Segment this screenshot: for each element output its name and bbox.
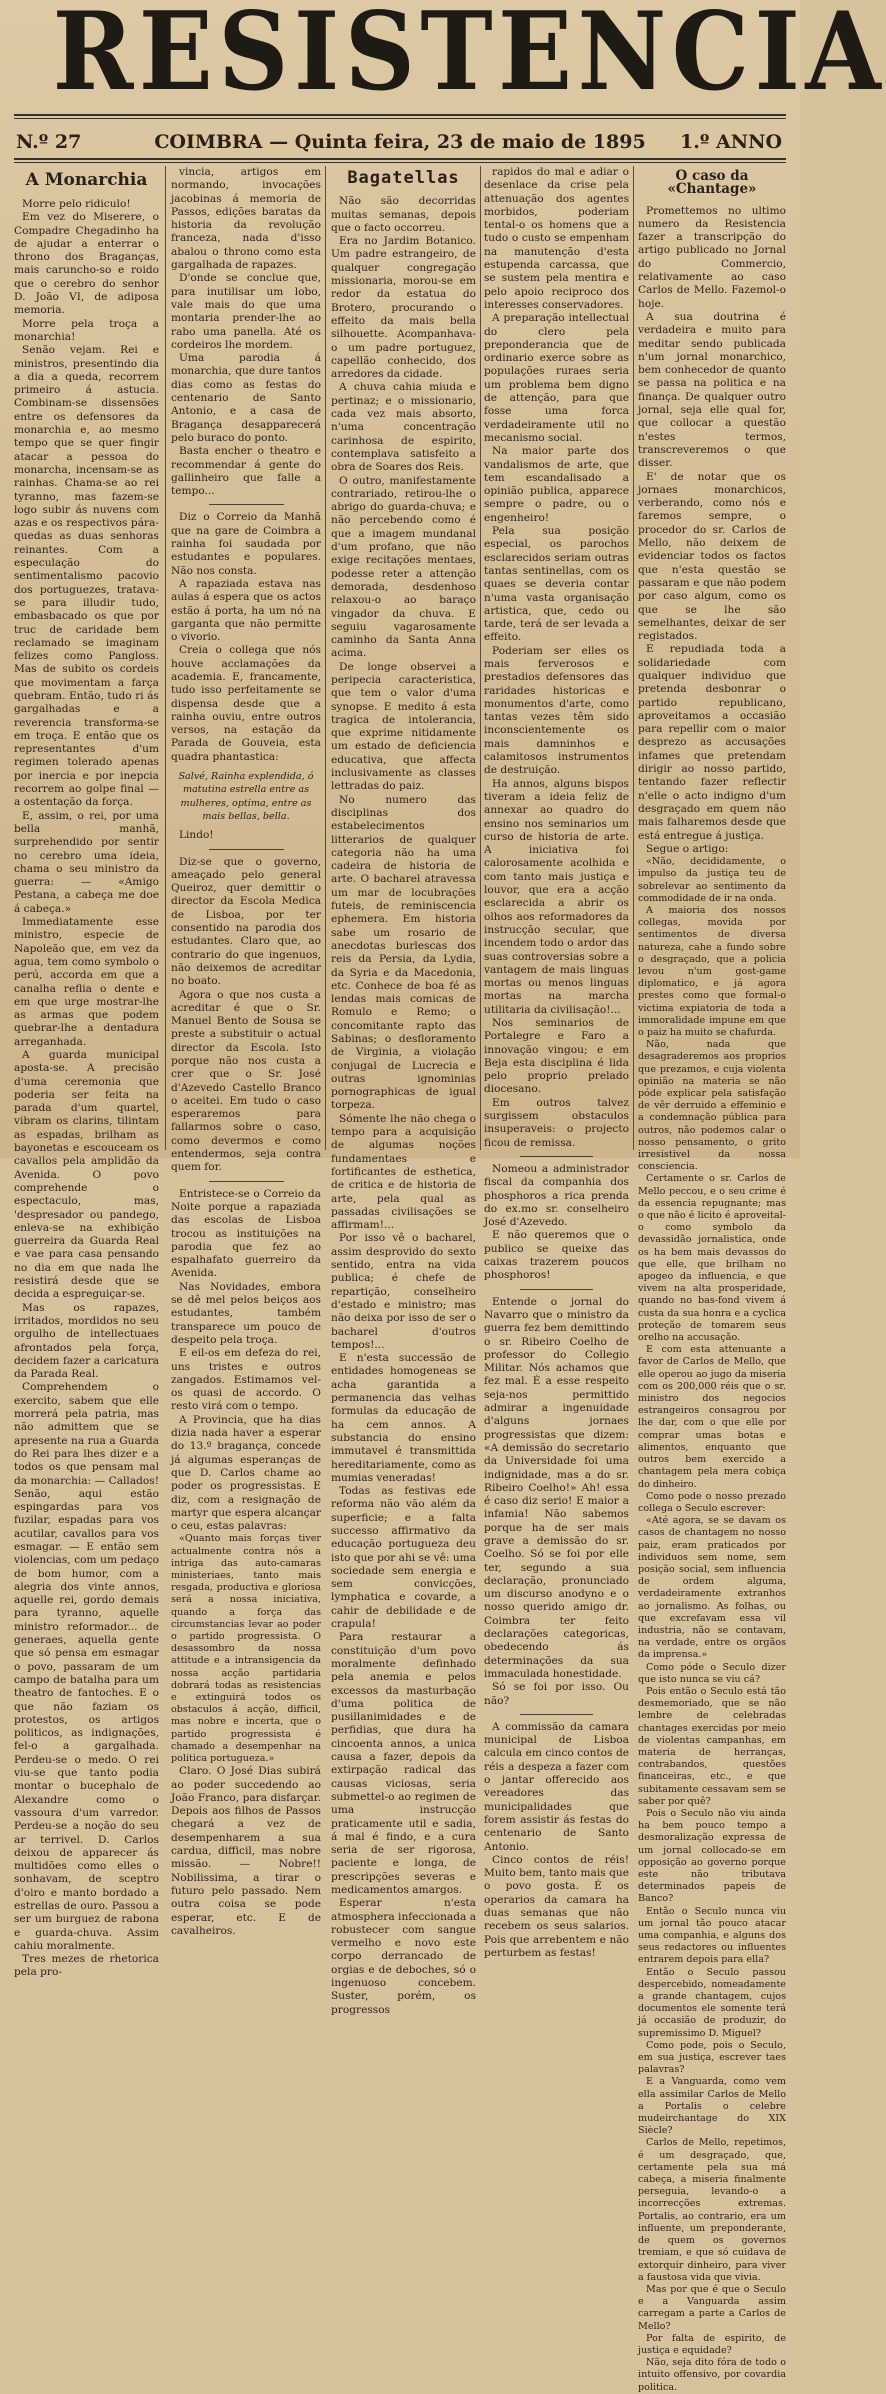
paragraph: Segue o artigo:: [646, 842, 729, 855]
paragraph: E n'esta successão de entidades homogeneas se acha garantida a permanencia das velhas formulas da educação de ha cem annos. A substancia do ensino immutavel é transmittida hereditariamente, como as mumias veneradas!: [331, 1352, 476, 1484]
paragraph: A sua doutrina é verdadeira e muito para meditar sendo publicada n'um jornal monarchico, bem conhecedor de quanto se passa na politica e na finança. De qualquer outro jornal, seja elle qual for, que collocar a questão n'estes termos, transcreveremos o que disser.: [638, 310, 786, 470]
paragraph: A Provincia, que ha dias dizia nada haver a esperar do 13.º bragança, concede já algumas esperanças de que D. Carlos chame ao poder os progressistas. E diz, com a resignação de martyr que espera alcançar o ceu, estas palavras:: [171, 1413, 321, 1533]
separator: [520, 1156, 593, 1157]
separator: [520, 1714, 593, 1715]
separator: [209, 1181, 284, 1182]
paragraph: Sómente lhe não chega o tempo para a acquisição de algumas noções fundamentaes e fortificantes de esthetica, de critica e de historia de arte, pela qual as passadas civilisações se affirmam!...: [331, 1112, 476, 1232]
column-divider: [633, 166, 634, 1150]
paragraph: Diz o Correio da Manhã que na gare de Coimbra a rainha foi saudada por estudantes e populares. Não nos consta.: [171, 511, 321, 577]
paragraph: Promettemos no ultimo numero da Resistencia fazer a transcripção do artigo publicado no Jornal do Commercio, relativamente ao caso Carlos de Mello. Fazemol-o hoje.: [638, 204, 786, 310]
paragraph: Não são decorridas muitas semanas, depois que o facto occorreu.: [331, 195, 476, 234]
newspaper-title: RESISTENCIA: [52, 0, 886, 115]
column-3: [331, 166, 477, 2016]
quoted-paragraph: Como póde o Seculo dizer que isto nunca se viu cá?: [638, 1661, 786, 1685]
dateline-rule-thin: [14, 162, 786, 163]
paragraph: Diz-se que o governo, ameaçado pelo general Queiroz, quer demittir o director da Escola Medica de Lisboa, por ter consentido na parodia dos estudantes. Claro que, ao contrario do que ingenuos, não deixemos de acreditar no boato.: [171, 855, 321, 988]
paragraph: De longe observei a peripecia caracteristica, que tem o valor d'uma synopse. E medito á esta tragica de intolerancia, que exprime nitidamente um estado de deficiencia educativa, que affecta inclusivamente as classes lettradas do paiz.: [331, 660, 476, 793]
separator: [520, 1289, 593, 1290]
paragraph: Agora o que nos custa a acreditar é que o Sr. Manuel Bento de Sousa se preste a substituir o actual director da Escola. Isto porque não nos custa a crer que o Sr. José d'Azevedo Castello Branco o aceitei. Em tudo o caso esperaremos para fallarmos sobre o caso, como devermos e como entendermos, seja contra quem for.: [171, 988, 321, 1174]
column-divider: [165, 166, 166, 1150]
paragraph: Por isso vê o bacharel, assim desprovido do sexto sentido, entra na vida publica; é chefe de repartição, conselheiro d'estado e ministro; mas não deixa por isso de ser o bacharel d'outros tempos!...: [331, 1232, 476, 1351]
paragraph: E repudiada toda a solidariedade com qualquer individuo que pretenda desbonrar o partido republicano, aproveitamos a occasião para repellir com o maior desprezo as accusações infames que pretendam dirigir ao nosso partido, tentando fazer reflectir n'elle o acto indigno d'um desgraçado em quem não mais falharemos desde que está entregue á justiça.: [638, 643, 786, 842]
paragraph: Nos seminarios de Portalegre e Faro a innovação vingou; e em Beja esta disciplina é lida pelo proprio prelado diocesano.: [484, 1017, 629, 1096]
paragraph: Cinco contos de réis! Muito bem, tanto mais que o povo gosta. É os operarios da camara ha duas semanas que não recebem os seus salarios. Pois que arrebentem e não perturbem as festas!: [484, 1853, 629, 1959]
paragraph: Comprehendem o exercito, sabem que elle morrerá pela patria, mas não admittem que se apresente na rua a Guarda do Rei para lhes dizer e a todos os que pensam mal da monarchia: — Callados! Senão, aqui estão espingardas para vos fuzilar, espadas para vos acutilar, cavallos para vos esmagar. — E então sem violencias, com um pedaço de bom humor, com a alegria dos vinte annos, aquelle rei, gordo demais para tyranno, aquelle ministro reformador... de generaes, aquella gente que só pensa em esmagar o povo, passaram de um campo de batalha para um theatro de fantoches. E o que não faziam os protestos, os artigos politicos, as indignações, fel-o a gargalhada. Perdeu-se o medo. O rei viu-se que tanto podia montar o bucephalo de Alexandre como o vassoura d'um varredor. Perdeu-se a noção do seu ar terrivel. D. Carlos deixou de apparecer ás multidões como elles o sonhavam, de sceptro d'oiro e manto bordado a estrellas de ouro. Passou a ser um burguez de rabona e guarda-chuva. Assim cahiu moralmente.: [14, 1381, 159, 1952]
masthead-rule-thin: [14, 118, 786, 119]
paragraph: Para restaurar a constituição d'um povo moralmente definhado pela anemia e pelos excessos da masturbação d'uma politica de pusillanimidades e de perfidias, que dura ha cincoenta annos, a unica causa a fazer, depois da extirpação radical das causas viciosas, seria submettel-o ao regimen de uma instrucção praticamente util e sadia, á mal é findo, e a cura seria de ser rigorosa, paciente e longa, de prescripções severas e medicamentos amargos.: [331, 1631, 476, 1896]
paragraph: E, assim, o rei, por uma bella manhã, surprehendido por sentir no cerebro uma ideia, chama o seu ministro da guerra: — «Amigo Pestana, a cabeça me doe á cabeça.»: [14, 809, 159, 915]
quoted-paragraph: Por falta de espirito, de justiça e equidade?: [638, 2332, 786, 2356]
quoted-paragraph: Não, nada que desagraderemos aos proprios que prezamos, e cuja violenta opinião na materia se não póde explicar pela satisfação de vêr derruido a effeminio e a condemnação pública para outros, não podemos calar o nosso pensamento, o grito irresistivel da nossa consciencia.: [638, 1039, 786, 1173]
quoted-paragraph: A maioria dos nossos collegas, movida por sentimentos de diversa natureza, cahe a fundo sobre o desgraçado, que a policia levou n'um gost-game diplomatico, e já agora prestes como que formal-o victima expiatoria de toda a immoralidade impune em que o paiz ha muito se chafurda.: [638, 904, 786, 1038]
quoted-paragraph: «Não, decididamente, o impulso da justiça teu de sobrelevar ao sentimento da commodidade de ir na onda.: [638, 856, 786, 904]
quoted-paragraph: Carlos de Mello, repetimos, é um desgraçado, que, certamente pela sua má cabeça, a miseria finalmente perseguia, levando-o a incorrecções extremas. Portalis, ao contrario, era um influente, um preponderante, de quem os governos tremiam, e que só cuidava de extorquir dinheiro, para viver a faustosa vida que vivia.: [638, 2137, 786, 2283]
column-1: [14, 166, 159, 1979]
quoted-paragraph: Pois o Seculo não viu ainda ha bem pouco tempo a desmoralização expressa de um jornal collocado-se em opposição ao governo porque este não tributava determinados papeis de Banco?: [638, 1807, 786, 1905]
paragraph: A preparação intellectual do clero pela preponderancia que de ordinario exerce sobre as populações ruraes seria um problema bem digno de attenção, para que fosse uma forca verdadeiramente util no mecanismo social.: [484, 312, 629, 444]
paragraph: Creia o collega que nós houve acclamações da academia. E, francamente, tudo isso perfeitamente se dispensa desde que a rainha ouviu, entre outros versos, na estação da Parada de Gouveia, esta quadra phantastica:: [171, 644, 321, 763]
column-divider: [480, 166, 481, 1150]
paragraph: Poderiam ser elles os mais ferverosos e prestadios defensores das raridades historicas e monumentos d'arte, como tantas vezes têm sido inconscientemente os mais damninhos e calamitosos instrumentos de destruição.: [484, 644, 629, 777]
column-5: [638, 166, 786, 2393]
paragraph: Só se foi por isso. Ou não?: [484, 1681, 629, 1707]
quoted-paragraph: Certamente o sr. Carlos de Mello peccou, e o seu crime é da essencia repugnante; mas o que não é licito é aproveital-o como symbolo da devassidão jornalistica, onde os ha bem mais devassos do que elle, que brilham no apogeo da influencia, e que vivem na alta prosperidade, quando no bas-fond vivem á custa da sua honra e a cyclica proteção de tomarem seus orelho na accusação.: [638, 1173, 786, 1344]
paragraph: Lindo!: [179, 829, 214, 842]
quoted-paragraph: E com esta attenuante a favor de Carlos de Mello, que elle operou ao jugo da miseria com os 200,000 réis que o sr. ministro dos negocios estrangeiros consagrou por lhe dar, com o que elle por comprar umas botas e alimentos, enquanto que outros bem exercido a chantagem pela mera cobiça do dinheiro.: [638, 1344, 786, 1490]
article-columns: [14, 166, 786, 2393]
paragraph: Morre pela troça a monarchia!: [14, 317, 159, 343]
quoted-paragraph: Como pode o nosso prezado collega o Seculo escrever:: [638, 1490, 786, 1514]
dateline-rule: [14, 158, 786, 160]
quoted-paragraph: Então o Seculo passou despercebido, nomeadamente a grande chantagem, cujos documentos ele somente terá já occasião de produzir, do supremissimo D. Miguel?: [638, 1966, 786, 2039]
paragraph: A rapaziada estava nas aulas á espera que os actos estão á porta, ha um nó na garganta que não permitte o vivorio.: [171, 577, 321, 644]
paragraph: Esperar n'esta atmosphera infeccionada a robustecer com sangue vermelho e novo este corpo derrancado de orgias e de deboches, só o ingenuoso concebem. Suster, porém, os progressos: [331, 1897, 477, 2016]
quoted-paragraph: E a Vanguarda, como vem ella assimilar Carlos de Mello a Portalis o celebre mudeirchantage do XIX Siècle?: [638, 2076, 786, 2137]
paragraph: Na maior parte dos vandalismos de arte, que tem escandalisado a opinião publica, apparece sempre o padre, ou o engenheiro!: [484, 445, 629, 524]
separator: [209, 504, 284, 505]
paragraph: D'onde se conclue que, para inutilisar um lobo, vale mais do que uma montaria prender-lhe ao rabo uma panella. Até os cordeiros lhe mordem.: [171, 272, 321, 351]
dateline: [14, 130, 786, 154]
paragraph: Em outros talvez surgissem obstaculos insuperaveis: o projecto ficou de remissa.: [484, 1096, 629, 1149]
poem-quote: Salvé, Rainha explendida, ó matutina estrella entre as mulheres, optima, entre as mais bellas, bella.: [178, 771, 314, 822]
paragraph: No numero das disciplinas dos estabelecimentos litterarios de qualquer categoria não ha uma cadeira de historia de arte. O bacharel atravessa um mar de locubrações futeis, de reminiscencia ephemera. Em historia sabe um rosario de anecdotas burlescas dos reis da Persia, da Lydia, da Syria e da Macedonia, etc. Conhece de boa fé as lendas mais comicas de Romulo e Remo; o concomitante rapto das Sabinas; o desfloramento de Virginia, a violação conjugal de Lucrecia e outras ignominias pornographicas de igual torpeza.: [331, 793, 476, 1112]
paragraph: Nomeou a administrador fiscal da companhia dos phosphoros a rica prenda do ex.mo sr. conselheiro José d'Azevedo.: [484, 1162, 629, 1229]
paragraph: Era no Jardim Botanico. Um padre estrangeiro, de qualquer congregação missionaria, morou-se em redor da estatua do Brotero, procurando o effeito da mais bella silhouette. Acompanhava-o um padre portuguez, capellão conhecido, dos arredores da cidade.: [331, 235, 476, 381]
paragraph: Entristece-se o Correio da Noite porque a rapaziada das escolas de Lisboa trocou as instituições na parodia que fez ao espalhafato guerreiro da Avenida.: [171, 1187, 321, 1280]
paragraph: Uma parodia á monarchia, que dure tantos dias como as festas do centenario de Santo Antonio, e a casa de Bragança desapparecerá pelo buraco do ponto.: [171, 352, 321, 444]
paragraph: E eil-os em defeza do rei, uns tristes e outros zangados. Estimamos vel-os quasi de accordo. O resto virá com o tempo.: [171, 1347, 321, 1413]
paragraph: Todas as festivas ede reforma não vão além da superficie; e a falta successo affirmativo da educação portugueza deu isto que por ahi se vê: uma sociedade sem energia e sem convicções, lymphatica e covarde, a cahir de debilidade e de crapula!: [331, 1485, 477, 1631]
quoted-paragraph: Não, seja dito fóra de todo o intuito offensivo, por covardia politica.: [638, 2357, 786, 2393]
paragraph: E não queremos que o publico se queixe das caixas trazerem poucos phosphoros!: [484, 1229, 629, 1282]
quoted-paragraph: Mas por que é que o Seculo e a Vanguarda assim carregam a parte a Carlos de Mello?: [638, 2283, 786, 2332]
quoted-paragraph: «Até agora, se se davam os casos de chantagem no nosso paiz, eram praticados por individuos sem nome, sem posição social, sem influencia de ordem alguma, verdadeiramente extranhos ao jornalismo. As folhas, ou que excrefavam essa vil industria, não se contavam, na verdade, entre os orgãos da imprensa.»: [638, 1515, 786, 1661]
separator: [209, 849, 284, 850]
paragraph: rapidos do mal e adiar o desenlace da crise pela attenuação dos agentes morbidos, poderiam tental-o os homens que a tudo o custo se empenham na manutenção d'esta estupenda carcassa, que se sustem pela mentira e pelo apoio reciproco dos interesses conservadores.: [484, 166, 629, 311]
paragraph: Tres mezes de rhetorica pela pro-: [14, 1953, 159, 1979]
paragraph: Senão vejam. Rei e ministros, presentindo dia a dia a queda, recorrem primeiro á astucia. Combinam-se dissensões entre os defensores da monarchia e, ao mesmo tempo que se quer fingir atacar a pessoa do monarcha, incensam-se as rainhas. Chama-se ao rei tyranno, mas fazem-se logo subir ás nuvens com azas e os respectivos pára-quedas as duas senhoras reinantes. Com a especulação do sentimentalismo pacovio dos portuguezes, tratava-se para illudir tudo, embasbacado os que por truc de caridade bem reclamado se imaginam felizes como Pangloss. Mas de subito os cordeis que movimentam a farça quebram. Então, tudo ri ás gargalhadas e a reverencia transforma-se em troça. E então que os representantes d'um regimen tolerado apenas por inercia e por inepcia recorrem ao golpe final — a ostentação da força.: [14, 344, 159, 809]
paragraph: A chuva cahia miuda e pertinaz; e o missionario, cada vez mais absorto, n'uma concentração carinhosa de espirito, contemplava satisfeito a obra de Soares dos Reis.: [331, 381, 476, 474]
quoted-paragraph: Como pode, pois o Seculo, em sua justiça, escrever taes palavras?: [638, 2039, 786, 2076]
column-2: [171, 166, 321, 1937]
year-label: 1.º ANNO: [680, 131, 782, 153]
paragraph: Pela sua posição especial, os parochos esclarecidos seriam outras tantas sentinellas, com os quaes se deveria contar n'uma vasta organisação artistica, que, cedo ou tarde, terá de ser levada a effeito.: [484, 525, 629, 644]
paragraph: Entende o jornal do Navarro que o ministro da guerra fez bem demittindo o sr. Ribeiro Coelho de professor do Collegio Militar. Nós achamos que fez mal. É a esse respeito seja-nos permittido admirar a ingenuidade d'alguns jornaes progressistas que dizem: «A demissão do secretario da Universidade foi uma indignidade, mas a do sr. Ribeiro Coelho!» Ah! essa é caso diz serio! E maior a infamia! Não sabemos porque ha de ser mais grave a demissão do sr. Coelho. Só se foi por elle ter, segundo a sua declaração, pronunciado um discurso anodyno e o nosso querido amigo dr. Coimbra ter feito declarações categoricas, obedecendo ás determinações da sua immaculada honestidade.: [484, 1295, 629, 1680]
quoted-paragraph: Então o Seculo nunca viu um jornal tão pouco atacar uma companhia, e alguns dos seus redactores ou influentes entrarem depois para ella?: [638, 1905, 786, 1966]
paragraph: O outro, manifestamente contrariado, retirou-lhe o abrigo do guarda-chuva; e não percebendo como é que a imagem mundanal d'um profano, que não exige recitações mentaes, podesse reter a attenção demorada, desdenhoso relaxou-o ao baraço vingador da chuva. E seguiu vagarosamente caminho da Santa Anna acima.: [331, 474, 476, 660]
paragraph: A commissão da camara municipal de Lisboa calcula em cinco contos de réis a despeza a fazer com o jantar offerecido aos vereadores das municipalidades que forem assistir ás festas do centenario de Santo Antonio.: [484, 1720, 629, 1853]
paragraph: Basta encher o theatro e recommendar á gente do gallinheiro que falle a tempo...: [171, 445, 321, 498]
paragraph: E' de notar que os jornaes monarchicos, verberando, como nós e faremos sempre, o procedor do sr. Carlos de Mello, não deixem de evidenciar todos os factos que n'esta questão se passaram e que não podem por caso algum, como os que se lhe são semelhantes, deixar de ser registados.: [638, 470, 786, 643]
masthead: [14, 0, 886, 115]
paragraph: A guarda municipal aposta-se. A precisão d'uma ceremonia que poderia ser feita na parada d'um quartel, vibram os clarins, tilintam as espadas, brilham as bayonetas e escouceam os cavallos pela amplidão da Avenida. O povo comprehende o espectaculo, mas, 'despresador ou pandego, enleva-se na exhibição guerreira da Guarda Real e vae para casa pensando no dia em que nada lhe resistirá desde que se decida a espreguiçar-se.: [14, 1049, 159, 1301]
paragraph: Claro. O José Dias subirá ao poder succedendo ao João Franco, para disfarçar. Depois aos filhos de Passos chegará a vez de desempenharem a sua cardua, difficil, mas nobre missão. — Nobre!! Nobilissima, a tirar o futuro pelo passado. Nem outra coisa se pode esperar, etc. E de cavalheiros.: [171, 1765, 321, 1937]
quoted-paragraph: Pois então o Seculo está tão desmemoriado, que se não lembre de celebradas chantages exercidas por meio de violentas campanhas, em materia de herranças, contrabandos, questões financeiras, etc., e que subitamente cessavam sem se saber por quê?: [638, 1685, 786, 1807]
paragraph: Em vez do Miserere, o Compadre Chegadinho ha de ajudar a enterrar o throno dos Braganças, mais caruncho-so e roido que o cerebro do senhor D. João VI, de adiposa memoria.: [14, 211, 159, 317]
article-heading-monarchia: A Monarchia: [25, 170, 148, 190]
paragraph: Nas Novidades, embora se dê mel pelos beiços aos estudantes, também transparece um pouco de despeito pela troça.: [171, 1280, 321, 1346]
paragraph: Morre pelo ridiculo!: [22, 198, 131, 210]
column-4: [484, 166, 629, 1959]
paragraph: Mas os rapazes, irritados, mordidos no seu orgulho de intellectuaes afrontados pela força, decidem fazer a caricatura da Parada Real.: [14, 1301, 159, 1381]
paragraph: vincia, artigos em normando, invocações jacobinas á memoria de Passos, edições baratas da historia da revolução franceza, nada d'isso abalou o throno como esta gargalhada de rapazes.: [171, 166, 321, 272]
article-heading-bagatellas: Bagatellas: [347, 168, 460, 188]
issue-number: N.º 27: [16, 131, 82, 153]
paragraph: Ha annos, alguns bispos tiveram a ideia feliz de annexar ao quadro do ensino nos seminarios um curso de historia de arte. A iniciativa foi calorosamente acolhida e com tanto mais justiça e louvor, que era a acção esclarecida a abrir os olhos aos reformadores da instrucção secular, que incendem todo o ardor das suas controversias sobre a vantagem de mais linguas mortas ou menos linguas mortas na marcha utilitaria da civilisação!...: [484, 777, 629, 1016]
place-date: COIMBRA — Quinta feira, 23 de maio de 1895: [154, 131, 646, 153]
column-divider: [325, 166, 326, 1150]
quoted-paragraph: «Quanto mais forças tiver actualmente contra nós a intriga das auto-camaras ministeriaes, tanto mais resgada, productiva e gloriosa será a nossa iniciativa, quando a força das circumstancias levar ao poder o partido progressista. O desassombro da nossa attitude e a intransigencia da nossa acção partidaria dobrará todas as resistencias e extinguirá todos os obstaculos á acção, difficil, mas nobre e incerta, que o partido progressista é chamado a desempenhar na politica portugueza.»: [171, 1533, 321, 1765]
paragraph: Immediatamente esse ministro, especie de Napoleão que, em vez da agua, tem como symbolo o perú, accorda em que a canalha reflia o dente e em que urge mostrar-lhe as armas que podem quebrar-lhe a dentadura arreganhada.: [14, 916, 159, 1048]
masthead-rule-top: [14, 114, 786, 116]
article-heading-chantage: O caso da «Chantage»: [667, 168, 757, 198]
